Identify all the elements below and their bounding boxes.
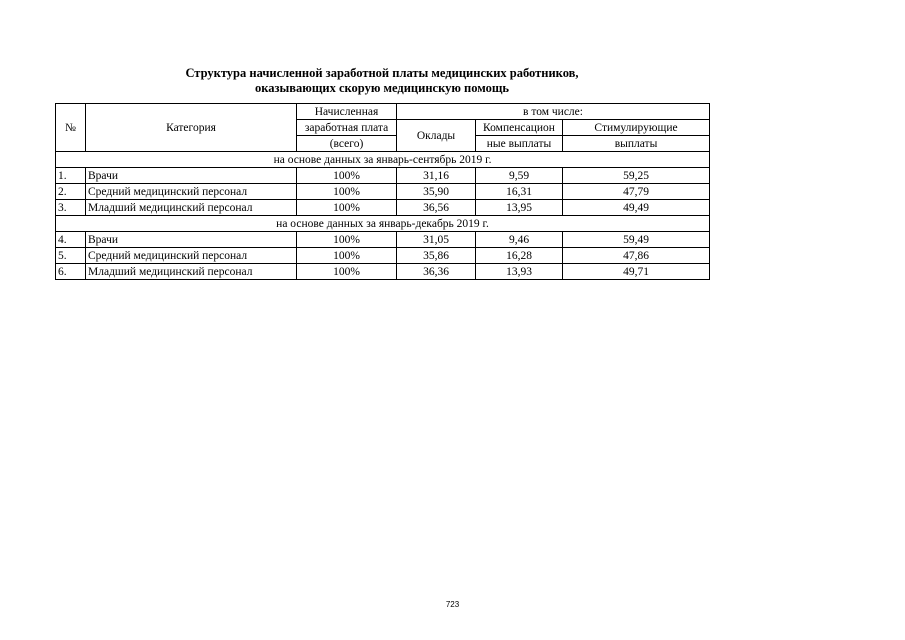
row-salary: 35,90: [397, 184, 476, 200]
row-category: Врачи: [86, 232, 297, 248]
row-total: 100%: [297, 200, 397, 216]
document-title: [55, 66, 709, 96]
row-compensation: 16,28: [476, 248, 563, 264]
row-total: 100%: [297, 248, 397, 264]
section-row: [56, 152, 710, 168]
row-incentive: 47,86: [563, 248, 710, 264]
row-total: 100%: [297, 232, 397, 248]
header-row-1: [56, 104, 710, 120]
table-row: [56, 168, 710, 184]
table-row: [56, 264, 710, 280]
row-salary: 31,05: [397, 232, 476, 248]
header-total-line3: (всего): [297, 136, 397, 152]
row-compensation: 13,95: [476, 200, 563, 216]
row-incentive: 49,71: [563, 264, 710, 280]
header-incentive-line2: выплаты: [563, 136, 710, 152]
header-compensation-line1: Компенсацион: [476, 120, 563, 136]
salary-structure-table: [55, 103, 710, 280]
row-compensation: 16,31: [476, 184, 563, 200]
row-num: 4.: [56, 232, 86, 248]
header-total-line1: Начисленная: [297, 104, 397, 120]
header-salary: Оклады: [397, 120, 476, 152]
row-category: Врачи: [86, 168, 297, 184]
header-incentive-line1: Стимулирующие: [563, 120, 710, 136]
row-num: 5.: [56, 248, 86, 264]
header-total-line2: заработная плата: [297, 120, 397, 136]
table-row: [56, 232, 710, 248]
row-salary: 31,16: [397, 168, 476, 184]
row-category: Средний медицинский персонал: [86, 184, 297, 200]
row-incentive: 49,49: [563, 200, 710, 216]
row-num: 6.: [56, 264, 86, 280]
row-num: 3.: [56, 200, 86, 216]
row-num: 2.: [56, 184, 86, 200]
table-row: [56, 200, 710, 216]
row-category: Младший медицинский персонал: [86, 264, 297, 280]
row-salary: 35,86: [397, 248, 476, 264]
header-including: в том числе:: [397, 104, 710, 120]
row-incentive: 47,79: [563, 184, 710, 200]
section-row: [56, 216, 710, 232]
row-total: 100%: [297, 168, 397, 184]
table-row: [56, 248, 710, 264]
row-category: Младший медицинский персонал: [86, 200, 297, 216]
row-salary: 36,56: [397, 200, 476, 216]
row-category: Средний медицинский персонал: [86, 248, 297, 264]
row-compensation: 9,46: [476, 232, 563, 248]
header-num: №: [56, 104, 86, 152]
row-compensation: 9,59: [476, 168, 563, 184]
header-compensation-line2: ные выплаты: [476, 136, 563, 152]
row-total: 100%: [297, 264, 397, 280]
section-label: на основе данных за январь-декабрь 2019 г.: [56, 216, 710, 232]
table-row: [56, 184, 710, 200]
title-line-2: оказывающих скорую медицинскую помощь: [254, 81, 510, 95]
row-compensation: 13,93: [476, 264, 563, 280]
page-number: 723: [445, 600, 460, 609]
row-num: 1.: [56, 168, 86, 184]
section-label: на основе данных за январь-сентябрь 2019 г.: [56, 152, 710, 168]
row-salary: 36,36: [397, 264, 476, 280]
row-total: 100%: [297, 184, 397, 200]
row-incentive: 59,25: [563, 168, 710, 184]
title-line-1: Структура начисленной заработной платы медицинских работников,: [185, 66, 579, 80]
row-incentive: 59,49: [563, 232, 710, 248]
header-category: Категория: [86, 104, 297, 152]
